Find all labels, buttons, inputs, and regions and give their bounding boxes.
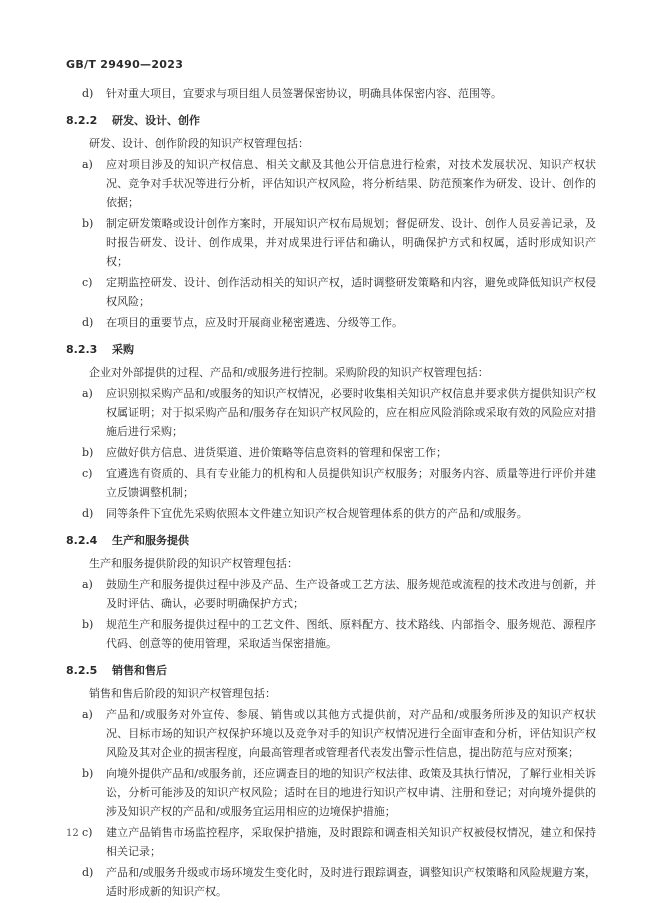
section-heading [66, 661, 596, 680]
item-text: 规范生产和服务提供过程中的工艺文件、图纸、原料配方、技术路线、内部指令、服务规范、源程序代码、创意等的使用管理，采取适当保密措施。 [106, 618, 596, 650]
list-item [66, 764, 596, 821]
section-intro: 研发、设计、创作阶段的知识产权管理包括： [89, 137, 309, 150]
list-item [66, 823, 596, 861]
section-heading [66, 531, 596, 550]
list-item [66, 504, 596, 523]
section-intro: 企业对外部提供的过程、产品和/或服务进行控制。采购阶段的知识产权管理包括： [89, 366, 489, 379]
item-label: b) [82, 767, 94, 780]
list-item [66, 575, 596, 613]
item-text: 针对重大项目，宜要求与项目组人员签署保密协议，明确具体保密内容、范围等。 [106, 87, 502, 100]
item-text: 鼓励生产和服务提供过程中涉及产品、生产设备或工艺方法、服务规范或流程的技术改进与创新，并及时评估、确认，必要时明确保护方式； [106, 578, 596, 610]
document-body [66, 84, 596, 903]
section-number: 8.2.3 [66, 343, 98, 356]
item-label: b) [82, 618, 94, 631]
item-label: a) [82, 578, 93, 591]
section-number: 8.2.5 [66, 664, 98, 677]
item-text: 应识别拟采购产品和/或服务的知识产权情况，必要时收集相关知识产权信息并要求供方提供知识产权权属证明；对于拟采购产品和/服务存在知识产权风险的，应在相应风险消除或采取有效的风险应对措施后进行采购； [106, 387, 596, 438]
section-title: 研发、设计、创作 [112, 114, 200, 127]
item-text: 定期监控研发、设计、创作活动相关的知识产权，适时调整研发策略和内容，避免或降低知识产权侵权风险； [106, 276, 596, 308]
list-item [66, 273, 596, 311]
section-number: 8.2.4 [66, 534, 98, 547]
section-title: 销售和售后 [112, 664, 167, 677]
item-label: a) [82, 708, 93, 721]
item-text: 向境外提供产品和/或服务前，还应调查目的地的知识产权法律、政策及其执行情况，了解行业相关诉讼，分析可能涉及的知识产权风险；适时在目的地进行知识产权申请、注册和登记；对向境外提供的涉及知识产权的产品和/或服务宜运用相应的边境保护措施； [106, 767, 596, 818]
list-item-top [66, 84, 596, 103]
item-label: d) [82, 866, 94, 879]
list-item [66, 214, 596, 271]
list-item [66, 705, 596, 762]
section-title: 生产和服务提供 [112, 534, 189, 547]
item-label: d) [82, 316, 94, 329]
item-text: 应做好供方信息、进货渠道、进价策略等信息资料的管理和保密工作； [106, 446, 447, 459]
section-heading [66, 340, 596, 359]
item-label: c) [82, 826, 93, 839]
item-text: 在项目的重要节点，应及时开展商业秘密遴选、分级等工作。 [106, 316, 403, 329]
list-item [66, 615, 596, 653]
list-item [66, 313, 596, 332]
section-intro: 销售和售后阶段的知识产权管理包括： [89, 687, 276, 700]
item-label: c) [82, 467, 93, 480]
section-heading [66, 111, 596, 130]
item-label: b) [82, 446, 94, 459]
item-label: d) [82, 87, 94, 100]
item-label: b) [82, 217, 94, 230]
item-text: 应对项目涉及的知识产权信息、相关文献及其他公开信息进行检索，对技术发展状况、知识产权状况、竞争对手状况等进行分析，评估知识产权风险，将分析结果、防范预案作为研发、设计、创作的依据； [106, 158, 596, 209]
item-label: c) [82, 276, 93, 289]
list-item [66, 155, 596, 212]
section-intro: 生产和服务提供阶段的知识产权管理包括： [89, 557, 298, 570]
page-number: 12 [66, 828, 79, 839]
item-label: d) [82, 507, 94, 520]
section-number: 8.2.2 [66, 114, 98, 127]
item-text: 制定研发策略或设计创作方案时，开展知识产权布局规划；督促研发、设计、创作人员妥善记录，及时报告研发、设计、创作成果，并对成果进行评估和确认，明确保护方式和权属，适时形成知识产权； [106, 217, 596, 268]
item-text: 同等条件下宜优先采购依照本文件建立知识产权合规管理体系的供方的产品和/或服务。 [106, 507, 528, 520]
item-text: 产品和/或服务对外宣传、参展、销售或以其他方式提供前，对产品和/或服务所涉及的知识产权状况、目标市场的知识产权保护环境以及竞争对手的知识产权情况进行全面审查和分析，评估知识产权风险及其对企业的损害程度，向最高管理者或管理者代表发出警示性信息，提出防范与应对预案； [106, 708, 596, 759]
item-label: a) [82, 158, 93, 171]
item-text: 宜遴选有资质的、具有专业能力的机构和人员提供知识产权服务；对服务内容、质量等进行评价并建立反馈调整机制； [106, 467, 596, 499]
item-text: 建立产品销售市场监控程序，采取保护措施，及时跟踪和调查相关知识产权被侵权情况，建立和保持相关记录； [106, 826, 596, 858]
standard-code: GB/T 29490—2023 [66, 58, 184, 71]
list-item [66, 464, 596, 502]
list-item [66, 443, 596, 462]
item-label: a) [82, 387, 93, 400]
item-text: 产品和/或服务升级或市场环境发生变化时，及时进行跟踪调查，调整知识产权策略和风险规避方案，适时形成新的知识产权。 [106, 866, 596, 898]
list-item [66, 863, 596, 901]
list-item [66, 384, 596, 441]
section-title: 采购 [112, 343, 134, 356]
